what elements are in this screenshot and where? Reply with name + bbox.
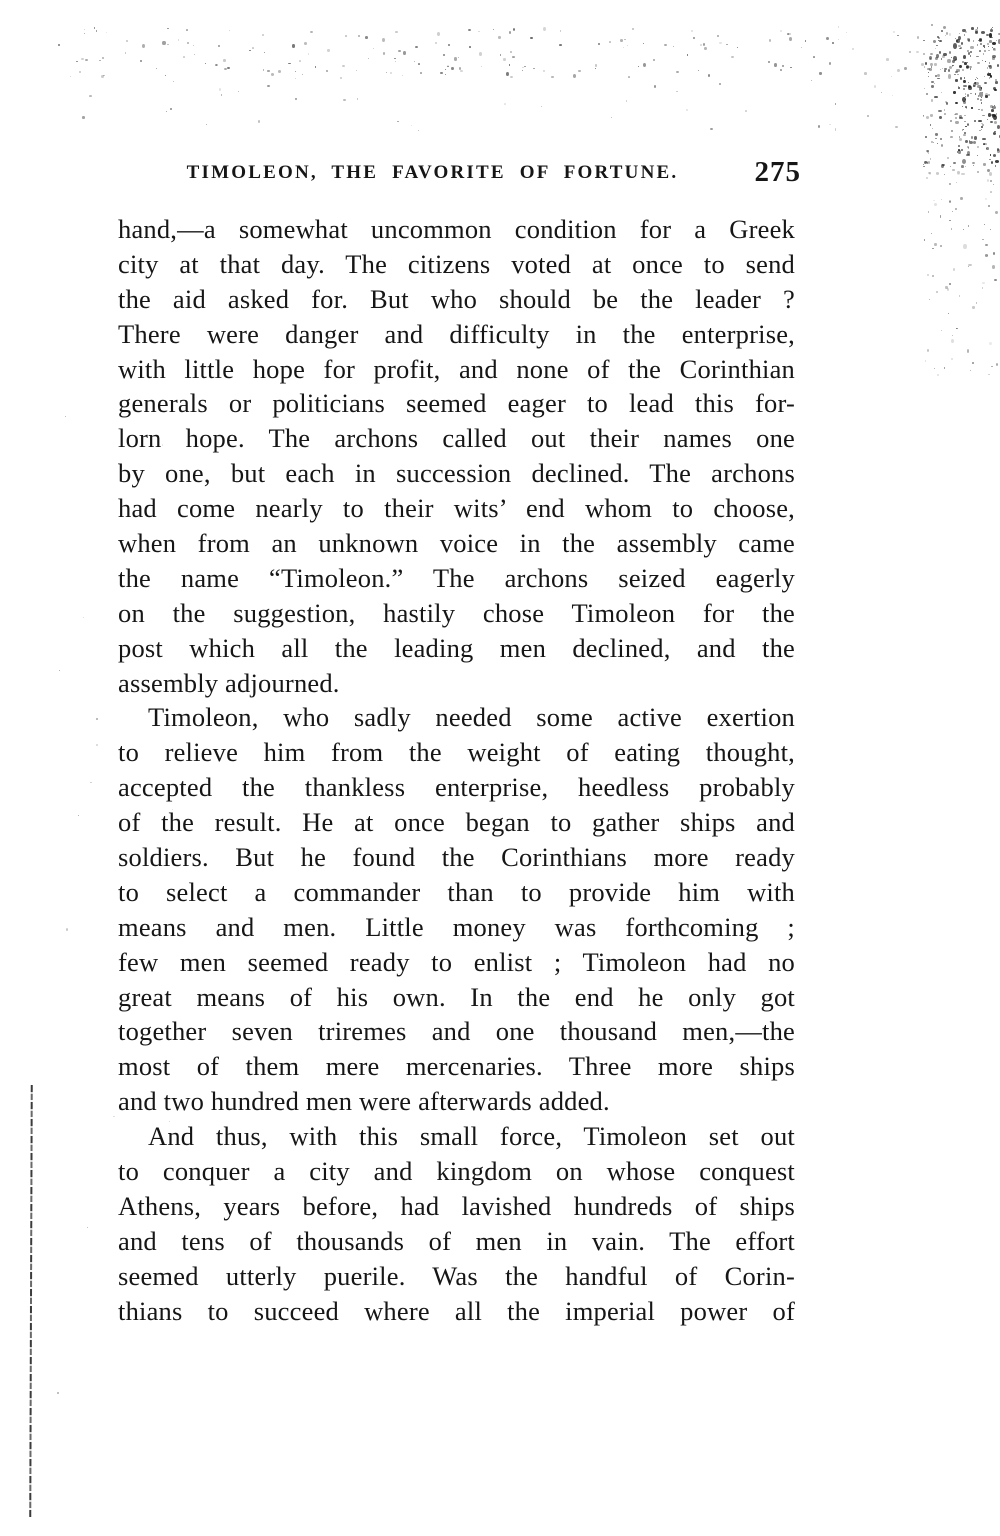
text-line: There were danger and difficulty in the enterprise, <box>118 318 795 349</box>
text-line: generals or politicians seemed eager to lead this for- <box>118 388 795 419</box>
page-number: 275 <box>754 156 801 188</box>
text-line: and two hundred men were afterwards added. <box>118 1086 610 1117</box>
text-line: when from an unknown voice in the assembly came <box>118 528 795 559</box>
text-line: by one, but each in succession declined. The archons <box>118 458 795 489</box>
text-line: accepted the thankless enterprise, heedless probably <box>118 772 795 803</box>
text-line: Athens, years before, had lavished hundreds of ships <box>118 1190 795 1221</box>
text-line: the name “Timoleon.” The archons seized eagerly <box>118 562 795 593</box>
text-line: and tens of thousands of men in vain. The effort <box>118 1225 795 1256</box>
body-text <box>118 212 795 1329</box>
text-line: And thus, with this small force, Timoleon set out <box>148 1121 795 1152</box>
page-header <box>118 156 801 192</box>
text-line: few men seemed ready to enlist ; Timoleon had no <box>118 946 795 977</box>
text-line: to select a commander than to provide him with <box>118 876 795 907</box>
text-line: Timoleon, who sadly needed some active exertion <box>148 702 795 733</box>
left-margin-scan-line <box>29 1085 33 1517</box>
text-line: of the result. He at once began to gather ships and <box>118 807 795 838</box>
text-line: to relieve him from the weight of eating thought, <box>118 737 795 768</box>
text-line: city at that day. The citizens voted at once to send <box>118 248 795 279</box>
text-line: on the suggestion, hastily chose Timoleon for the <box>118 597 795 628</box>
running-head: TIMOLEON, THE FAVORITE OF FORTUNE. <box>186 162 679 183</box>
text-line: seemed utterly puerile. Was the handful of Corin- <box>118 1260 795 1291</box>
text-line: most of them mere mercenaries. Three more ships <box>118 1051 795 1082</box>
text-line: great means of his own. In the end he only got <box>118 981 795 1012</box>
text-line: the aid asked for. But who should be the leader ? <box>118 283 795 314</box>
text-line: means and men. Little money was forthcoming ; <box>118 911 795 942</box>
text-line: soldiers. But he found the Corinthians more ready <box>118 842 795 873</box>
text-line: together seven triremes and one thousand men,—the <box>118 1016 795 1047</box>
text-line: hand,—a somewhat uncommon condition for a Greek <box>118 214 795 244</box>
text-line: lorn hope. The archons called out their names one <box>118 423 795 454</box>
text-line: post which all the leading men declined, and the <box>118 632 795 663</box>
text-line: with little hope for profit, and none of the Corinthian <box>118 353 795 384</box>
text-line: had come nearly to their wits’ end whom to choose, <box>118 493 795 524</box>
text-line: assembly adjourned. <box>118 667 340 698</box>
text-line: thians to succeed where all the imperial power of <box>118 1295 795 1326</box>
text-line: to conquer a city and kingdom on whose conquest <box>118 1156 795 1187</box>
